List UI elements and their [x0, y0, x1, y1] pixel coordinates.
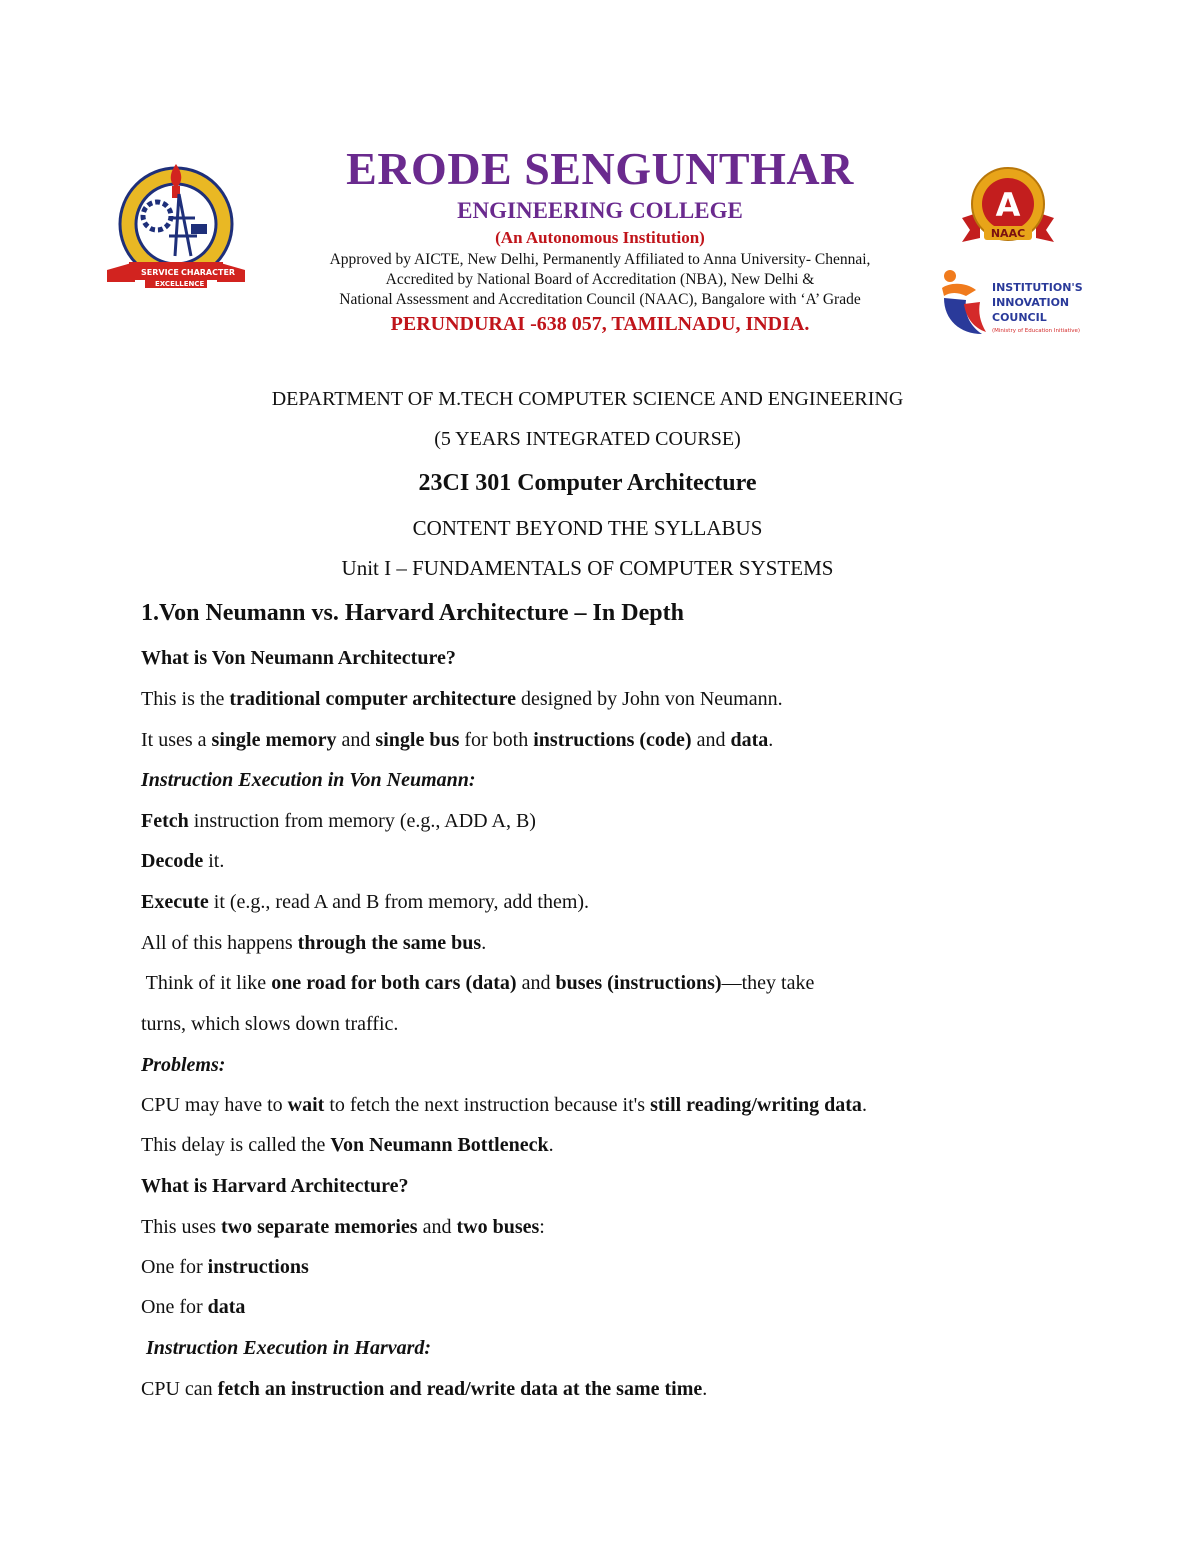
college-subtitle: ENGINEERING COLLEGE	[457, 198, 743, 223]
iic-council-logo	[936, 268, 1086, 340]
college-address: PERUNDURAI -638 057, TAMILNADU, INDIA.	[390, 313, 810, 335]
paragraph: CPU can fetch an instruction and read/write data at the same time.	[141, 1378, 708, 1400]
paragraph: This uses two separate memories and two buses:	[141, 1216, 545, 1238]
seal-ribbon-left: SERVICE	[141, 268, 179, 277]
content-beyond-title: CONTENT BEYOND THE SYLLABUS	[412, 516, 763, 540]
naac-grade-logo	[954, 162, 1062, 260]
approval-line-3: National Assessment and Accreditation Council (NAAC), Bangalore with ‘A’ Grade	[339, 291, 861, 308]
college-name: ERODE SENGUNTHAR	[346, 143, 854, 194]
paragraph: CPU may have to wait to fetch the next instruction because it's still reading/writing data.	[141, 1094, 867, 1116]
seal-ribbon-right: CHARACTER	[181, 268, 236, 277]
question-harvard: What is Harvard Architecture?	[141, 1175, 409, 1197]
approval-line-1: Approved by AICTE, New Delhi, Permanently Affiliated to Anna University- Chennai,	[329, 251, 871, 268]
paragraph: It uses a single memory and single bus for both instructions (code) and data.	[141, 729, 774, 751]
naac-grade: A	[995, 186, 1021, 224]
step-item: Execute it (e.g., read A and B from memory, add them).	[141, 891, 590, 913]
step-item: Fetch instruction from memory (e.g., ADD A, B)	[141, 810, 536, 832]
iic-line2: INNOVATION	[992, 296, 1070, 309]
naac-label: NAAC	[990, 227, 1026, 240]
college-seal-logo	[105, 158, 247, 298]
unit-title: Unit I – FUNDAMENTALS OF COMPUTER SYSTEMS	[341, 556, 834, 580]
seal-ribbon-bottom: EXCELLENCE	[155, 280, 205, 288]
section-title: 1.Von Neumann vs. Harvard Architecture – In Depth	[141, 600, 684, 626]
subject-title: 23CI 301 Computer Architecture	[418, 470, 757, 496]
paragraph: This delay is called the Von Neumann Bottleneck.	[141, 1134, 554, 1156]
iic-line4: (Ministry of Education Initiative)	[992, 328, 1081, 334]
department-title: DEPARTMENT OF M.TECH COMPUTER SCIENCE AND ENGINEERING	[271, 388, 904, 410]
iic-line1: INSTITUTION'S	[992, 281, 1083, 294]
autonomous-label: (An Autonomous Institution)	[495, 228, 705, 247]
subheading-execution-von-neumann: Instruction Execution in Von Neumann:	[141, 769, 476, 791]
paragraph: This is the traditional computer architecture designed by John von Neumann.	[141, 688, 783, 710]
approval-line-2: Accredited by National Board of Accreditation (NBA), New Delhi &	[385, 271, 815, 288]
subheading-problems: Problems:	[141, 1054, 226, 1076]
list-item: One for data	[141, 1296, 246, 1318]
step-item: Decode it.	[141, 850, 225, 872]
paragraph: All of this happens through the same bus.	[141, 932, 487, 954]
list-item: One for instructions	[141, 1256, 309, 1278]
course-title: (5 YEARS INTEGRATED COURSE)	[434, 428, 741, 450]
iic-line3: COUNCIL	[992, 311, 1047, 324]
question-von-neumann: What is Von Neumann Architecture?	[141, 647, 456, 669]
paragraph: Think of it like one road for both cars (data) and buses (instructions)—they take	[141, 972, 815, 994]
paragraph-continuation: turns, which slows down traffic.	[141, 1013, 399, 1035]
subheading-execution-harvard: Instruction Execution in Harvard:	[141, 1337, 432, 1359]
